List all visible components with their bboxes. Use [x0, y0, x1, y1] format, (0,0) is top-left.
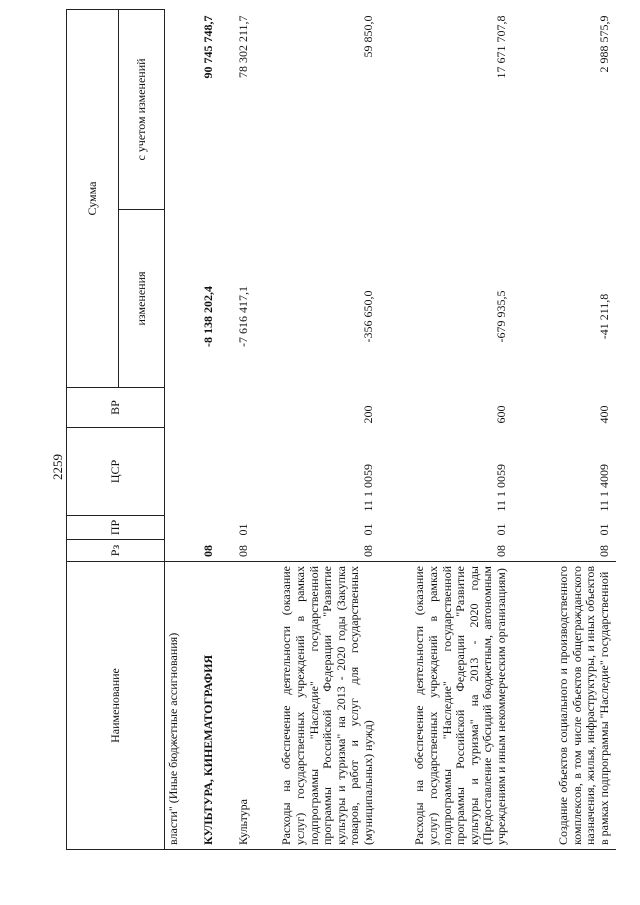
row-name: КУЛЬТУРА, КИНЕМАТОГРАФИЯ — [185, 562, 220, 850]
row-name: Расходы на обеспечение деятельности (оказание услуг) государственных учреждений в рамках подпрограммы "Наследие" государственной программы Российской Федерации "Развитие культуры и туризма" на 2013 - 2020 годы (Предоставление субсидий бюджетным, автономным учреждениям и иным некоммерческим организациям) — [380, 562, 513, 850]
row-rz — [165, 540, 185, 562]
header-pr: ПР — [67, 516, 165, 540]
row-total — [165, 9, 185, 209]
header-vr: ВР — [67, 388, 165, 428]
row-change — [165, 210, 185, 388]
page-number: 2259 — [50, 454, 65, 480]
row-name: Культура — [220, 562, 255, 850]
row-change: -679 935,5 — [494, 290, 508, 343]
row-pr: 01 — [236, 523, 250, 536]
row-rz: 08 — [494, 545, 508, 557]
row-rz: 08 — [361, 545, 375, 557]
row-total: 59 850,0 — [361, 15, 375, 58]
row-vr — [185, 388, 220, 428]
table-row — [255, 9, 380, 849]
header-rz: Рз — [67, 540, 165, 562]
header-changes: изменения — [119, 210, 165, 388]
row-change: -356 650,0 — [361, 290, 375, 343]
row-change: -41 211,8 — [597, 293, 611, 340]
row-pr — [165, 516, 185, 540]
row-rz: 08 — [597, 545, 611, 557]
row-pr: 01 — [361, 523, 375, 536]
row-name: Расходы на обеспечение деятельности (оказание услуг) государственных учреждений в рамках подпрограммы "Наследие" государственной программы Российской Федерации "Развитие культуры и туризма" на 2013 - 2020 годы (Закупка товаров, работ и услуг для государственных (муниципальных) нужд) — [255, 562, 380, 850]
row-total: 2 988 575,9 — [597, 15, 611, 73]
row-rz: 08 — [201, 545, 215, 557]
row-pr — [185, 516, 220, 540]
header-sum: Сумма — [67, 9, 119, 387]
row-change: -7 616 417,1 — [236, 286, 250, 347]
table-row — [165, 9, 185, 849]
row-change: -8 138 202,4 — [201, 286, 215, 347]
row-csr — [185, 428, 220, 516]
row-vr: 400 — [597, 405, 611, 424]
budget-table-sheet — [66, 10, 636, 850]
row-csr: 11 1 0059 — [361, 463, 375, 512]
header-name: Наименование — [67, 562, 165, 850]
budget-table — [66, 9, 616, 850]
row-vr: 200 — [361, 405, 375, 424]
row-csr — [165, 428, 185, 516]
table-row — [380, 9, 513, 849]
row-total: 17 671 707,8 — [494, 15, 508, 79]
row-csr: 11 1 0059 — [494, 463, 508, 512]
row-rz: 08 — [236, 545, 250, 557]
row-total: 90 745 748,7 — [201, 15, 215, 79]
header-with-changes: с учетом изменений — [119, 9, 165, 209]
row-total: 78 302 211,7 — [236, 15, 250, 79]
row-pr: 01 — [494, 523, 508, 536]
table-row — [220, 9, 255, 849]
row-vr — [220, 388, 255, 428]
row-vr: 600 — [494, 405, 508, 424]
table-row — [513, 9, 616, 849]
row-pr: 01 — [597, 523, 611, 536]
row-csr: 11 1 4009 — [597, 463, 611, 512]
row-name: Создание объектов социального и производственного комплексов, в том числе объектов общегражданского назначения, жилья, инфраструктуры, и иных объектов в рамках подпрограммы "Наследие" государственной — [513, 562, 616, 850]
row-vr — [165, 388, 185, 428]
header-csr: ЦСР — [67, 428, 165, 516]
row-name: власти" (Иные бюджетные ассигнования) — [165, 562, 185, 850]
table-row — [185, 9, 220, 849]
row-csr — [220, 428, 255, 516]
